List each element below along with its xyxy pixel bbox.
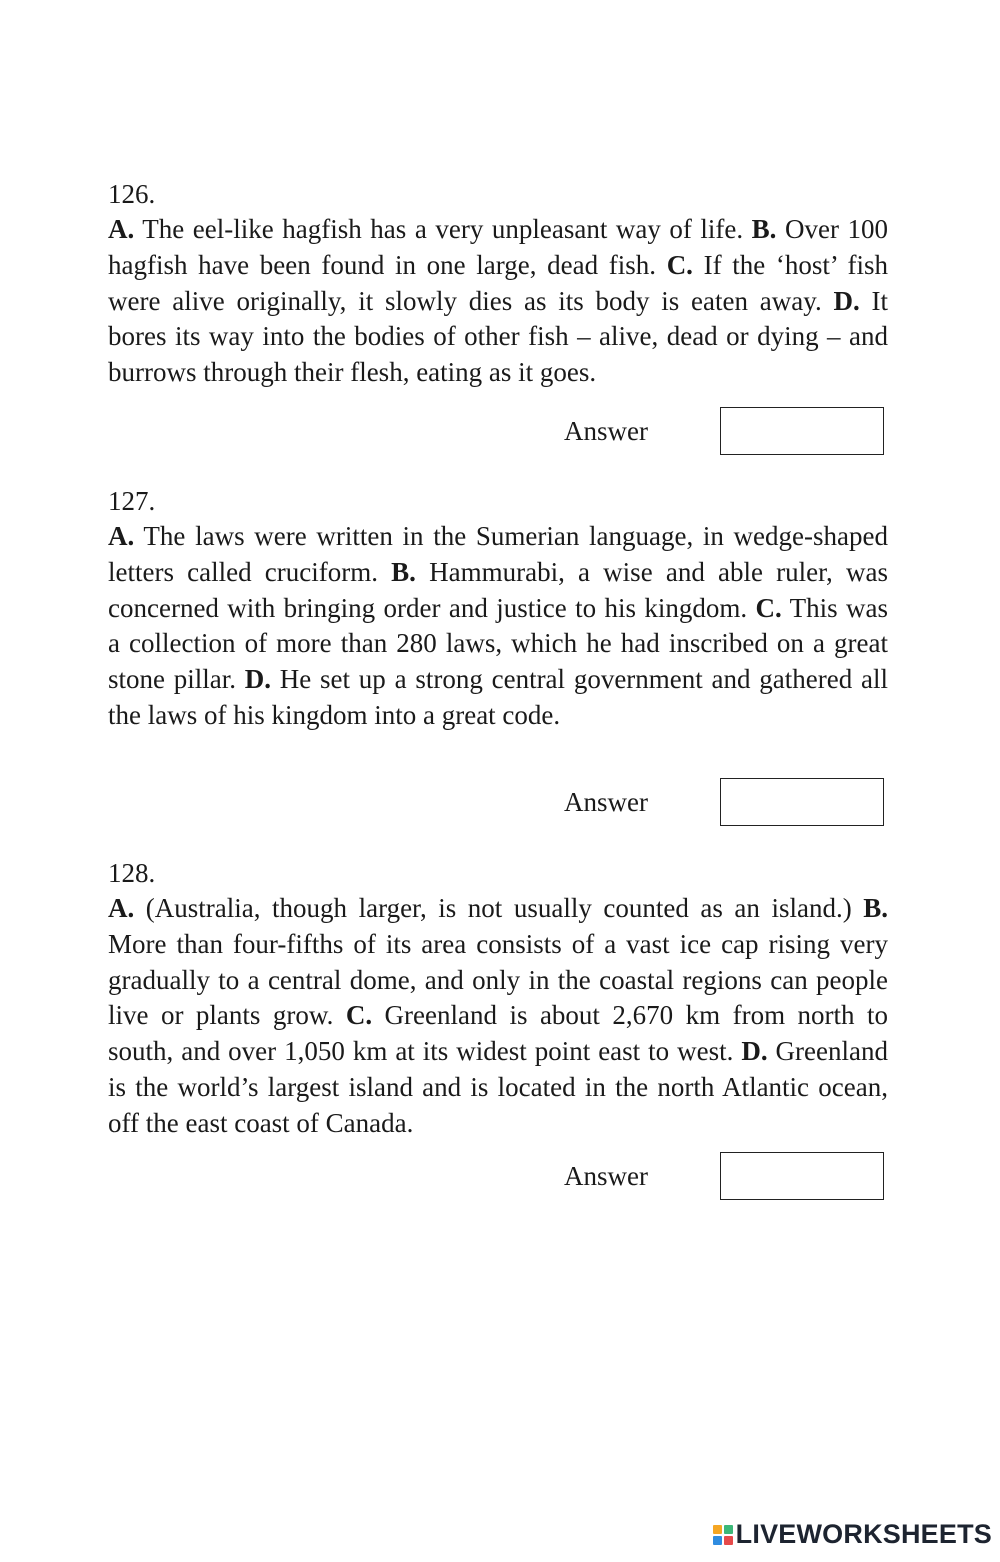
question-number: 126. <box>108 179 156 209</box>
answer-label: Answer <box>564 416 648 446</box>
sentence-text: The eel-like hagfish has a very unpleasant way of life. <box>134 214 752 244</box>
question-127 <box>108 483 888 734</box>
answer-row-126 <box>108 407 888 457</box>
answer-input-126[interactable] <box>720 407 884 455</box>
brand-name: LIVEWORKSHEETS <box>735 1519 992 1549</box>
question-number: 128. <box>108 858 156 888</box>
answer-input-127[interactable] <box>720 778 884 826</box>
answer-row-128 <box>108 1152 888 1202</box>
sentence-text: It bores its way into the bodies of other fish – alive, dead or dying – and burrows through their flesh, eating as it goes. <box>108 285 888 388</box>
sentence-letter: A. <box>108 893 135 923</box>
logo-square <box>724 1525 733 1534</box>
sentence-letter: D. <box>833 285 860 316</box>
sentence-letter: D. <box>741 1036 768 1067</box>
sentence-text: More than four-fifths of its area consists of a vast ice cap rising very gradually to a central dome, and only in the coastal regions can people live or plants grow. <box>108 928 888 1031</box>
question-text <box>108 891 888 1142</box>
sentence-text: He set up a strong central government and gathered all the laws of his kingdom into a great code. <box>108 664 888 730</box>
answer-input-128[interactable] <box>720 1152 884 1200</box>
answer-row-127 <box>108 778 888 828</box>
answer-label: Answer <box>564 787 648 817</box>
sentence-text: Over 100 hagfish have been found in one large, dead fish. <box>108 214 888 280</box>
sentence-letter: D. <box>244 664 272 695</box>
sentence-text: Greenland is about 2,670 km from north to south, and over 1,050 km at its widest point east to west. <box>108 1000 888 1067</box>
sentence-letter: B. <box>391 556 416 587</box>
question-number: 127. <box>108 486 156 516</box>
sentence-text: This was a collection of more than 280 laws, which he had inscribed on a great stone pillar. <box>108 592 888 695</box>
liveworksheets-brand <box>713 1519 992 1550</box>
question-text <box>108 519 888 734</box>
sentence-letter: C. <box>345 1000 373 1031</box>
question-126 <box>108 176 888 391</box>
sentence-text: If the ‘host’ fish were alive originally, it slowly dies as its body is eaten away. <box>108 249 888 316</box>
sentence-letter: A. <box>108 214 135 244</box>
question-text <box>108 212 888 391</box>
logo-square <box>724 1536 733 1545</box>
sentence-text: Hammurabi, a wise and able ruler, was concerned with bringing order and justice to his kingdom. <box>108 556 888 623</box>
answer-label: Answer <box>564 1161 648 1191</box>
logo-square <box>713 1536 722 1545</box>
sentence-letter: C. <box>755 592 782 623</box>
question-128 <box>108 855 888 1142</box>
liveworksheets-logo-icon <box>713 1525 733 1545</box>
sentence-text: (Australia, though larger, is not usually counted as an island.) <box>134 893 864 923</box>
sentence-letter: B. <box>863 893 888 923</box>
sentence-text: The laws were written in the Sumerian language, in wedge-shaped letters called cruciform. <box>108 521 888 587</box>
sentence-letter: C. <box>666 249 693 280</box>
logo-square <box>713 1525 722 1534</box>
sentence-letter: B. <box>751 214 777 244</box>
sentence-letter: A. <box>108 521 135 551</box>
sentence-text: Greenland is the world’s largest island and is located in the north Atlantic ocean, off the east coast of Canada. <box>108 1036 888 1138</box>
